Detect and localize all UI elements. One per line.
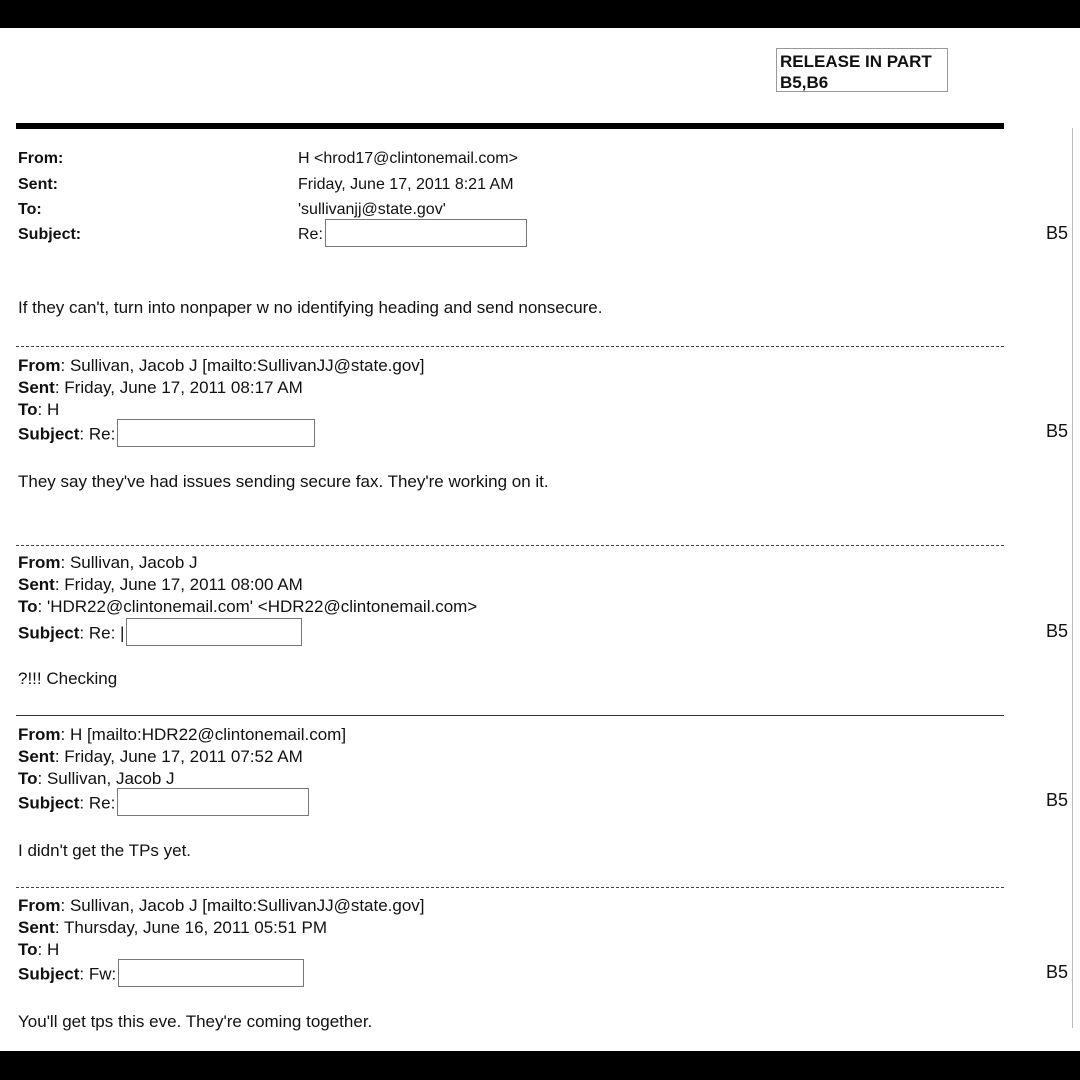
message-subject: Subject: Re: | (18, 620, 302, 648)
redaction-box (117, 788, 309, 816)
message-body: If they can't, turn into nonpaper w no identifying heading and send nonsecure. (18, 298, 603, 317)
message-body: ?!!! Checking (18, 669, 118, 688)
message-from: From: Sullivan, Jacob J [mailto:SullivanJJ@state.gov] (18, 356, 425, 375)
redaction-box (126, 618, 302, 646)
to-label: To: (18, 201, 42, 218)
document-page (0, 28, 1080, 1051)
message-sent: Sent: Friday, June 17, 2011 08:17 AM (18, 378, 303, 397)
message-sent: Sent: Thursday, June 16, 2011 05:51 PM (18, 918, 328, 937)
exemption-code: B5 (1046, 223, 1069, 243)
message-from: From: H [mailto:HDR22@clintonemail.com] (18, 725, 347, 744)
message-subject: Subject: Re: (18, 421, 315, 449)
redaction-box (117, 419, 315, 447)
message-from: From: Sullivan, Jacob J (18, 553, 198, 572)
exemption-code: B5 (1046, 962, 1069, 982)
sent-label: Sent: (18, 176, 58, 193)
message-subject: Subject: Fw: (18, 961, 304, 989)
subject-value-row (298, 221, 527, 249)
release-stamp (776, 48, 948, 92)
subject-label: Subject: (18, 226, 82, 243)
exemption-code: B5 (1046, 790, 1069, 810)
exemption-code: B5 (1046, 621, 1069, 641)
release-line1: RELEASE IN PART (780, 52, 932, 71)
subject-value: Re: (298, 226, 323, 244)
message-separator (16, 715, 1004, 716)
exemption-code: B5 (1046, 421, 1069, 441)
message-separator (16, 545, 1004, 546)
message-sent: Sent: Friday, June 17, 2011 07:52 AM (18, 747, 303, 766)
from-value: H <hrod17@clintonemail.com> (298, 150, 518, 167)
redaction-box (325, 219, 527, 247)
message-separator (16, 887, 1004, 888)
message-from: From: Sullivan, Jacob J [mailto:SullivanJJ@state.gov] (18, 896, 425, 915)
message-body: I didn't get the TPs yet. (18, 841, 192, 860)
from-label: From: (18, 150, 64, 167)
message-to: To: 'HDR22@clintonemail.com' <HDR22@clintonemail.com> (18, 597, 478, 616)
redaction-box (118, 959, 304, 987)
release-line2: B5,B6 (780, 73, 829, 92)
sent-value: Friday, June 17, 2011 8:21 AM (298, 176, 514, 193)
message-sent: Sent: Friday, June 17, 2011 08:00 AM (18, 575, 303, 594)
message-to: To: H (18, 940, 60, 959)
message-to: To: H (18, 400, 60, 419)
message-separator (16, 346, 1004, 347)
to-value: 'sullivanjj@state.gov' (298, 201, 446, 218)
message-body: You'll get tps this eve. They're coming together. (18, 1012, 373, 1031)
message-subject: Subject: Re: (18, 790, 309, 818)
message-body: They say they've had issues sending secure fax. They're working on it. (18, 472, 549, 491)
message-to: To: Sullivan, Jacob J (18, 769, 175, 788)
scan-edge-line (1072, 128, 1073, 1028)
header-rule (16, 123, 1004, 129)
